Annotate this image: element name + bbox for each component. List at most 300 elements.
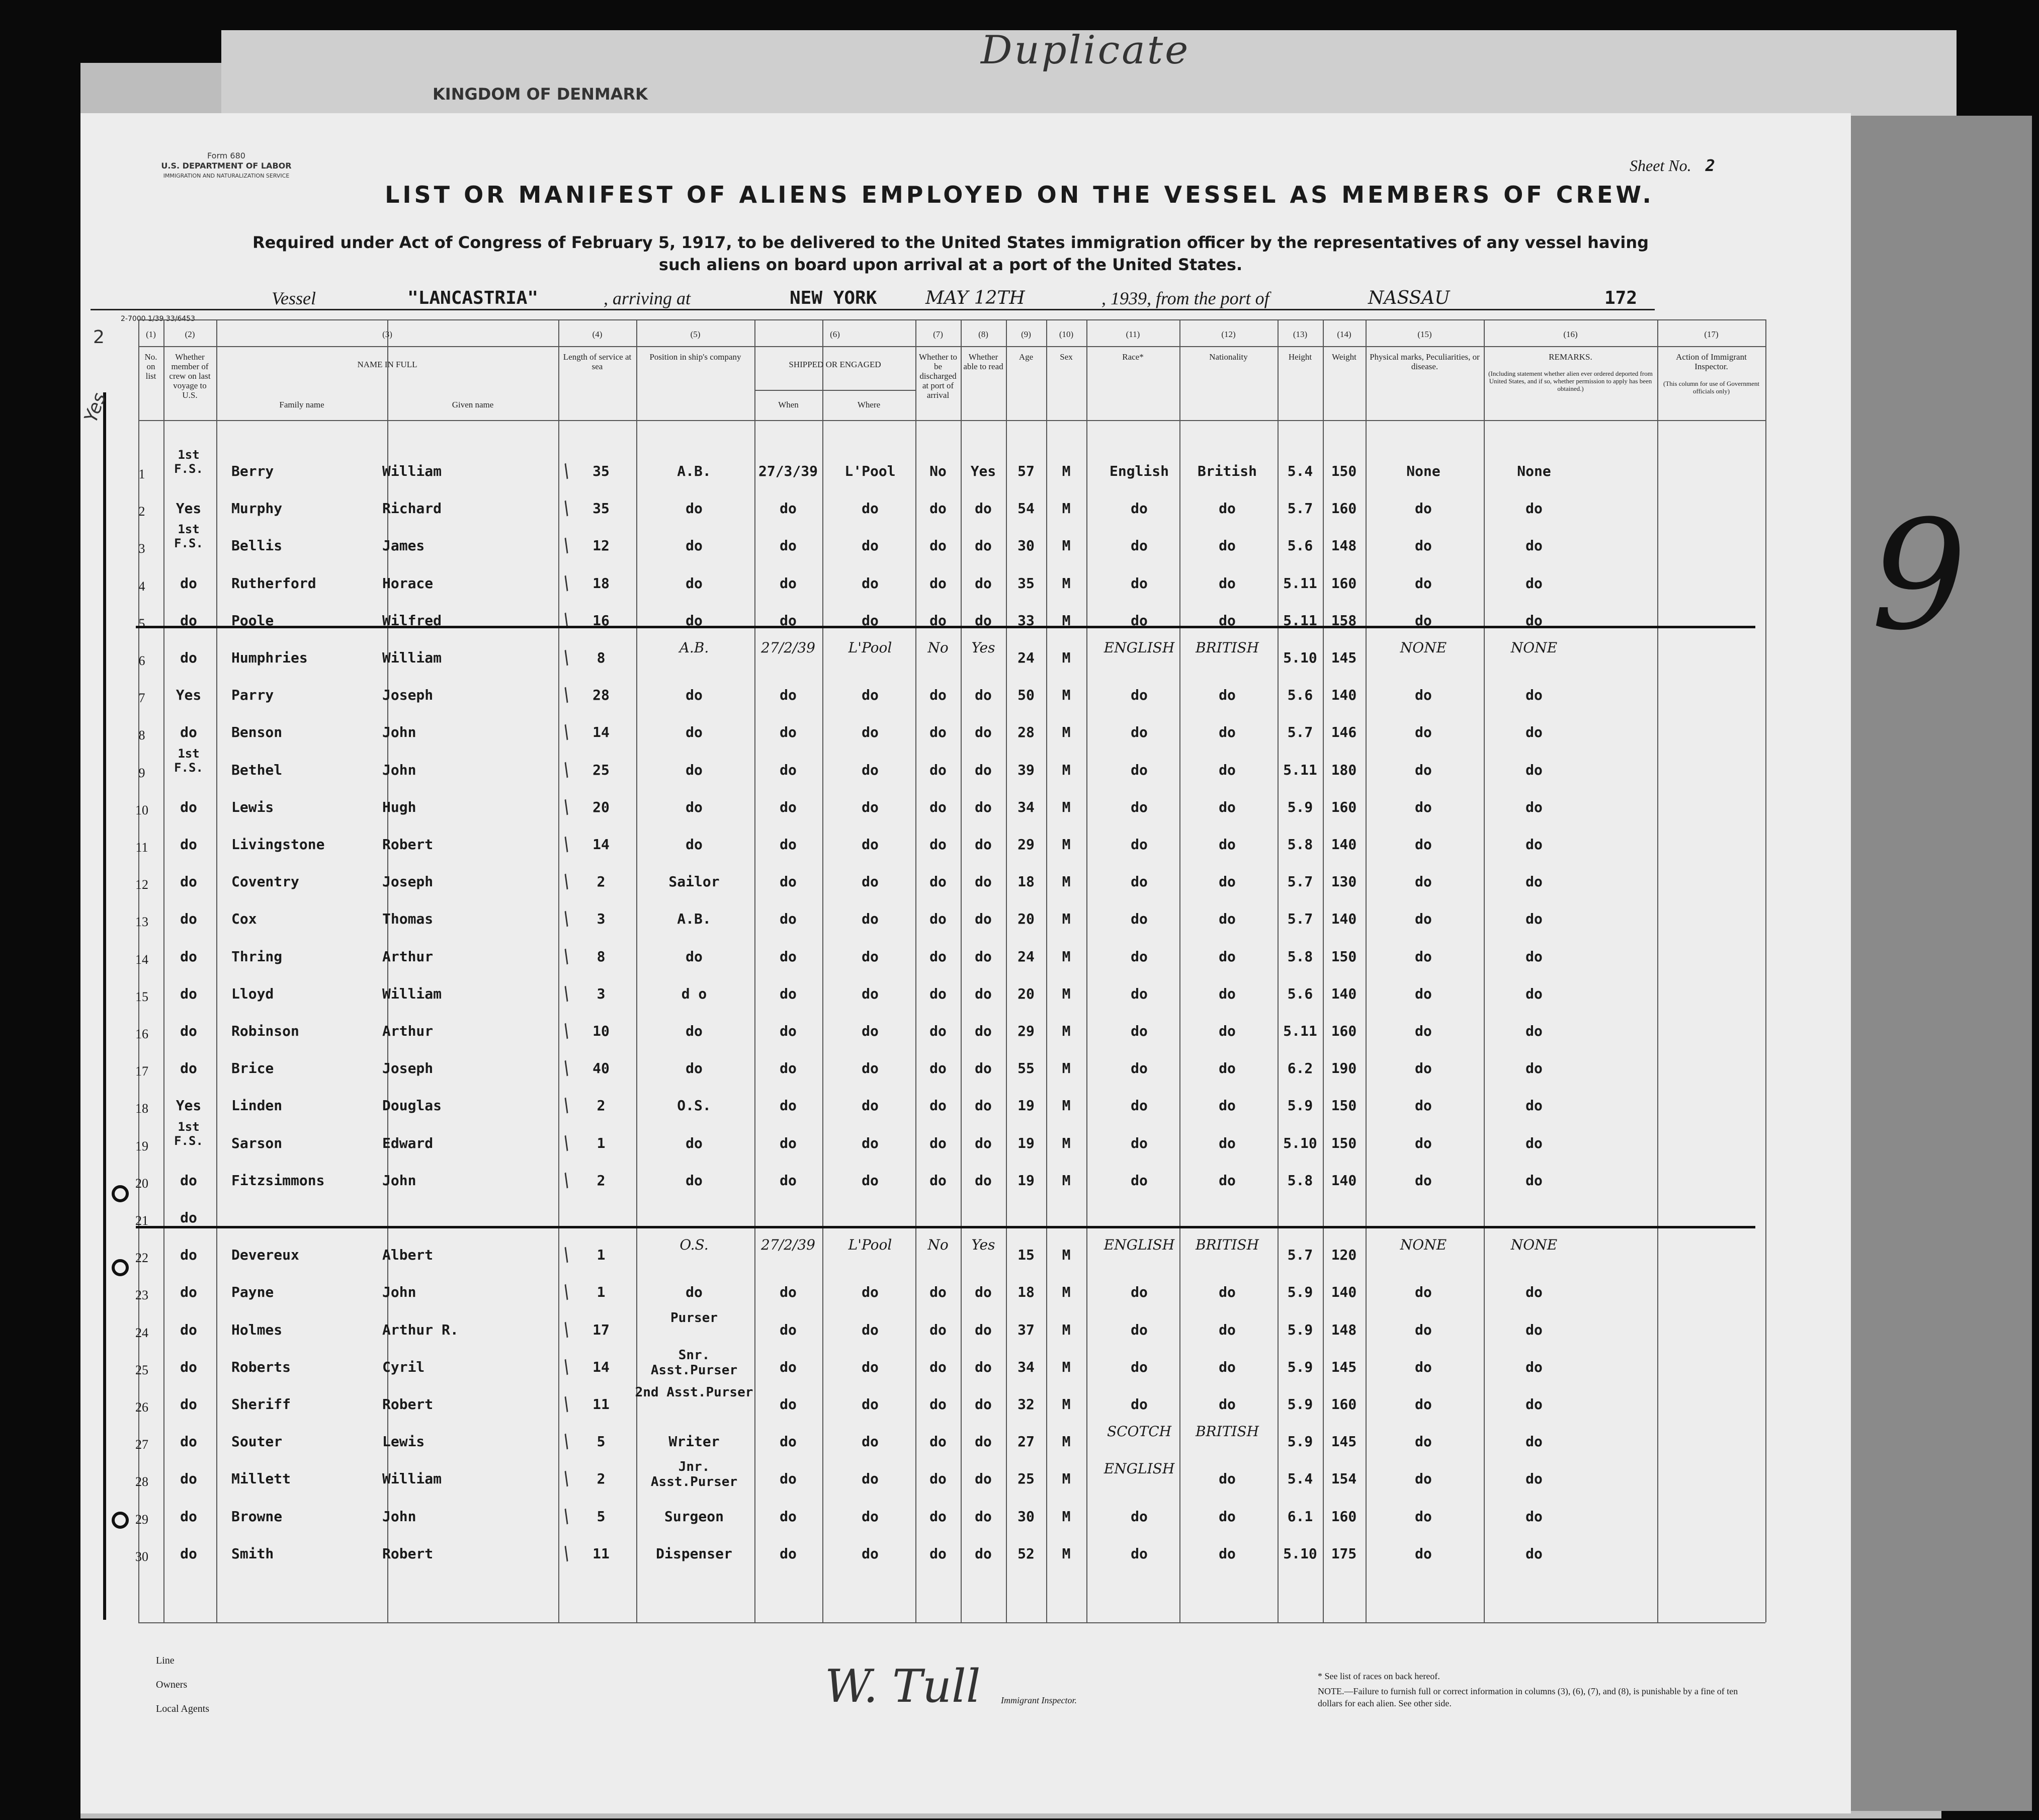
cell-age: 18 (1017, 873, 1035, 890)
cell-family: Poole (231, 612, 274, 629)
column-label: NAME IN FULL (357, 360, 417, 369)
cell-pos: Snr. Asst.Purser (650, 1347, 738, 1378)
cell-pos: do (686, 500, 703, 517)
cell-where: do (862, 1097, 879, 1114)
cell-marks: do (1415, 873, 1432, 890)
cell-given: Robert (382, 1545, 434, 1562)
cell-family: Humphries (231, 649, 308, 666)
cell-crew: do (180, 948, 197, 965)
cell-when: do (780, 1470, 797, 1487)
cell-wt: 150 (1331, 463, 1357, 479)
cell-given: Wilfred (382, 612, 442, 629)
cell-ht: 5.6 (1287, 687, 1313, 704)
cell-given: John (382, 761, 416, 778)
cell-rem: do (1525, 687, 1543, 704)
tick-mark: / (559, 1431, 574, 1452)
cell-family: Brice (231, 1060, 274, 1077)
cell-ht: 5.10 (1283, 1134, 1317, 1151)
column-number: (15) (1417, 329, 1432, 339)
vessel-name: "LANCASTRIA" (407, 288, 539, 308)
cell-age: 34 (1017, 798, 1035, 815)
cell-ht: 5.11 (1283, 612, 1317, 629)
cell-pos: do (686, 1172, 703, 1189)
cell-rem: do (1525, 1172, 1543, 1189)
tick-mark: / (559, 1505, 574, 1527)
header-number-rule (138, 346, 1765, 347)
cell-marks: do (1415, 1172, 1432, 1189)
tick-mark: / (559, 1356, 574, 1378)
cell-rem: do (1525, 1134, 1543, 1151)
cell-ht: 5.6 (1287, 537, 1313, 554)
table-bottom-rule (138, 1622, 1765, 1623)
page-title: LIST OR MANIFEST OF ALIENS EMPLOYED ON THE VESSEL AS MEMBERS OF CREW. (385, 181, 1654, 208)
cell-nat: do (1219, 948, 1236, 965)
cell-where: do (862, 1060, 879, 1077)
cell-age: 39 (1017, 761, 1035, 778)
row-number: 10 (135, 802, 148, 817)
column-label: Nationality (1209, 352, 1248, 362)
cell-race: ENGLISH (1103, 639, 1175, 656)
cell-rem: do (1525, 1396, 1543, 1413)
column-label: Height (1288, 352, 1312, 362)
cell-wt: 120 (1331, 1247, 1357, 1264)
column-number: (14) (1337, 329, 1351, 339)
cell-marks: do (1415, 687, 1432, 704)
cell-read: do (975, 1097, 992, 1114)
form-department: U.S. DEPARTMENT OF LABOR (161, 161, 292, 171)
column-number: (10) (1059, 329, 1074, 339)
cell-dis: do (929, 948, 947, 965)
column-number: (2) (185, 329, 195, 339)
tick-mark: / (559, 759, 574, 781)
tick-mark: / (559, 871, 574, 892)
cell-age: 29 (1017, 1023, 1035, 1039)
inspector-label: Immigrant Inspector. (1001, 1695, 1077, 1705)
cell-race: do (1131, 1097, 1148, 1114)
cell-marks: do (1415, 724, 1432, 741)
cell-race: SCOTCH (1107, 1423, 1172, 1440)
cell-svc: 17 (592, 1321, 610, 1338)
cell-family: Roberts (231, 1358, 291, 1375)
cell-when: do (780, 537, 797, 554)
column-label: No. on list (144, 352, 157, 381)
cell-sex: M (1062, 836, 1071, 853)
cell-read: do (975, 911, 992, 928)
cell-wt: 148 (1331, 1321, 1357, 1338)
cell-rem: do (1525, 574, 1543, 592)
column-number: (11) (1126, 329, 1140, 339)
cell-when: do (780, 1172, 797, 1189)
cell-marks: NONE (1400, 1236, 1447, 1254)
cell-read: do (975, 948, 992, 965)
cell-when: do (780, 1060, 797, 1077)
kingdom-label: KINGDOM OF DENMARK (433, 85, 648, 104)
cell-ht: 5.4 (1287, 1470, 1313, 1487)
cell-rem: do (1525, 836, 1543, 853)
cell-rem: None (1517, 463, 1551, 479)
cell-ht: 5.9 (1287, 1097, 1313, 1114)
cell-ht: 5.11 (1283, 574, 1317, 592)
cell-given: Robert (382, 836, 434, 853)
cell-rem: do (1525, 724, 1543, 741)
cell-read: do (975, 1508, 992, 1525)
cell-family: Berry (231, 463, 274, 479)
cell-ht: 5.9 (1287, 1358, 1313, 1375)
cell-marks: do (1415, 1470, 1432, 1487)
cell-wt: 148 (1331, 537, 1357, 554)
cell-race: do (1131, 1321, 1148, 1338)
cell-marks: None (1406, 463, 1440, 479)
cell-marks: do (1415, 1508, 1432, 1525)
column-label: Whether member of crew on last voyage to U.S. (169, 352, 211, 400)
cell-nat: do (1219, 1023, 1236, 1039)
cell-age: 24 (1017, 948, 1035, 965)
cell-crew: do (180, 1545, 197, 1562)
cell-nat: do (1219, 1358, 1236, 1375)
cell-svc: 1 (597, 1247, 606, 1264)
cell-crew: do (180, 1247, 197, 1264)
row-number: 14 (135, 952, 148, 967)
cell-dis: do (929, 798, 947, 815)
form-block (151, 151, 302, 181)
cell-pos: do (686, 1023, 703, 1039)
cell-ht: 5.9 (1287, 1284, 1313, 1301)
tick-mark: / (559, 1244, 574, 1266)
sheet-value: 2 (1705, 156, 1715, 175)
cell-given: Albert (382, 1247, 434, 1264)
column-rule (1765, 319, 1766, 1622)
cell-wt: 160 (1331, 500, 1357, 517)
cell-rem: do (1525, 1358, 1543, 1375)
cell-when: do (780, 798, 797, 815)
cell-pos: A.B. (677, 463, 711, 479)
cell-dis: do (929, 500, 947, 517)
cell-where: do (862, 873, 879, 890)
header-bottom-rule (138, 420, 1765, 421)
cell-ht: 5.8 (1287, 948, 1313, 965)
cell-dis: do (929, 1284, 947, 1301)
cell-nat: do (1219, 500, 1236, 517)
cell-race: do (1131, 1396, 1148, 1413)
footer-owners: Owners (156, 1679, 188, 1690)
cell-sex: M (1062, 1433, 1071, 1450)
cell-dis: do (929, 1358, 947, 1375)
cell-race: do (1131, 1284, 1148, 1301)
cell-when: do (780, 873, 797, 890)
cell-dis: do (929, 1508, 947, 1525)
row-number: 8 (138, 728, 145, 743)
cell-when: do (780, 1433, 797, 1450)
cell-marks: do (1415, 798, 1432, 815)
cell-read: do (975, 612, 992, 629)
cell-family: Payne (231, 1284, 274, 1301)
column-number: (12) (1221, 329, 1236, 339)
cell-family: Holmes (231, 1321, 283, 1338)
table-top-rule (138, 319, 1765, 320)
cell-read: do (975, 1172, 992, 1189)
cell-age: 35 (1017, 574, 1035, 592)
race-note: * See list of races on back hereof. (1318, 1671, 1440, 1681)
tick-mark: / (559, 498, 574, 519)
row-number: 25 (135, 1362, 148, 1377)
cell-given: Arthur (382, 948, 434, 965)
cell-pos: do (686, 612, 703, 629)
cell-nat: do (1219, 1134, 1236, 1151)
cell-sex: M (1062, 985, 1071, 1002)
cell-family: Linden (231, 1097, 283, 1114)
cell-nat: do (1219, 1284, 1236, 1301)
cell-race: English (1109, 463, 1169, 479)
cell-svc: 28 (592, 687, 610, 704)
cell-family: Lloyd (231, 985, 274, 1002)
row-number: 12 (135, 877, 148, 892)
cell-read: do (975, 724, 992, 741)
cell-when: do (780, 1134, 797, 1151)
cell-crew: 1st F.S. (174, 522, 203, 551)
cell-dis: do (929, 1321, 947, 1338)
cell-where: do (862, 911, 879, 928)
cell-family: Fitzsimmons (231, 1172, 325, 1189)
cell-ht: 5.8 (1287, 1172, 1313, 1189)
row-number: 3 (138, 541, 145, 556)
cell-crew: do (180, 1023, 197, 1039)
cell-read: do (975, 798, 992, 815)
cell-wt: 145 (1331, 1358, 1357, 1375)
column-label: Age (1018, 352, 1034, 362)
cell-svc: 10 (592, 1023, 610, 1039)
page-code: 172 (1604, 288, 1638, 308)
cell-nat: BRITISH (1195, 1236, 1259, 1254)
cell-read: do (975, 687, 992, 704)
row-number: 27 (135, 1437, 148, 1452)
cell-sex: M (1062, 687, 1071, 704)
cell-pos: do (686, 574, 703, 592)
tick-mark: / (559, 647, 574, 669)
cell-pos: do (686, 724, 703, 741)
cell-dis: do (929, 911, 947, 928)
cell-when: do (780, 724, 797, 741)
cell-age: 57 (1017, 463, 1035, 479)
cell-crew: do (180, 985, 197, 1002)
cell-ht: 5.9 (1287, 798, 1313, 815)
row-number: 6 (138, 653, 145, 668)
cell-read: do (975, 1023, 992, 1039)
cell-given: William (382, 649, 442, 666)
cell-when: do (780, 911, 797, 928)
cell-read: do (975, 1396, 992, 1413)
cell-pos: Purser (670, 1310, 718, 1326)
cell-rem: do (1525, 612, 1543, 629)
cell-race: do (1131, 798, 1148, 815)
cell-sex: M (1062, 798, 1071, 815)
cell-dis: do (929, 985, 947, 1002)
cell-wt: 145 (1331, 1433, 1357, 1450)
cell-age: 30 (1017, 1508, 1035, 1525)
remarks-note: (Including statement whether alien ever ordered deported from United States, and if so, whether permission to apply has been obtained.) (1488, 370, 1653, 392)
cell-read: do (975, 537, 992, 554)
cell-given: James (382, 537, 425, 554)
cell-race: do (1131, 1545, 1148, 1562)
row-number: 30 (135, 1549, 148, 1564)
given-name-header: Given name (452, 400, 494, 409)
when-header: When (778, 400, 799, 409)
cell-rem: do (1525, 873, 1543, 890)
cell-wt: 158 (1331, 612, 1357, 629)
cell-nat: do (1219, 761, 1236, 778)
cell-where: do (862, 1396, 879, 1413)
cell-read: Yes (971, 1236, 995, 1254)
cell-wt: 145 (1331, 649, 1357, 666)
cell-crew: do (180, 1284, 197, 1301)
tick-mark: / (559, 1095, 574, 1117)
cell-svc: 35 (592, 463, 610, 479)
column-label: Action of Immigrant Inspector. (1676, 352, 1747, 371)
cell-pos: do (686, 687, 703, 704)
cell-age: 18 (1017, 1284, 1035, 1301)
cell-nat: do (1219, 1097, 1236, 1114)
cell-family: Sarson (231, 1134, 283, 1151)
cell-when: do (780, 836, 797, 853)
cell-ht: 5.9 (1287, 1321, 1313, 1338)
row-number: 22 (135, 1251, 148, 1266)
cell-svc: 11 (592, 1396, 610, 1413)
cell-pos: A.B. (679, 639, 709, 656)
tick-mark: / (559, 1543, 574, 1564)
cell-dis: do (929, 761, 947, 778)
cell-where: do (862, 537, 879, 554)
column-number: (4) (592, 329, 603, 339)
cell-when: do (780, 1545, 797, 1562)
shipped-subrule (754, 390, 915, 391)
cell-dis: do (929, 687, 947, 704)
arriving-port: NEW YORK (790, 288, 877, 308)
cell-race: do (1131, 1023, 1148, 1039)
cell-read: do (975, 1433, 992, 1450)
cell-family: Cox (231, 911, 257, 928)
strike-line-row-21 (136, 1226, 1755, 1228)
cell-svc: 40 (592, 1060, 610, 1077)
cell-given: Cyril (382, 1358, 425, 1375)
cell-nat: do (1219, 537, 1236, 554)
cell-wt: 180 (1331, 761, 1357, 778)
cell-age: 34 (1017, 1358, 1035, 1375)
cell-svc: 3 (597, 911, 606, 928)
cell-sex: M (1062, 1023, 1071, 1039)
cell-nat: do (1219, 1470, 1236, 1487)
duplicate-stamp: Duplicate (981, 28, 1191, 73)
cell-svc: 35 (592, 500, 610, 517)
cell-crew: do (180, 1508, 197, 1525)
cell-nat: BRITISH (1195, 639, 1259, 656)
cell-rem: do (1525, 1545, 1543, 1562)
cell-family: Lewis (231, 798, 274, 815)
cell-marks: do (1415, 1134, 1432, 1151)
left-margin-bar (103, 392, 106, 1620)
cell-svc: 5 (597, 1508, 606, 1525)
cell-given: William (382, 985, 442, 1002)
cell-wt: 146 (1331, 724, 1357, 741)
cell-sex: M (1062, 1172, 1071, 1189)
cell-when: 27/3/39 (758, 463, 818, 479)
tick-mark: / (559, 721, 574, 743)
column-number: (5) (690, 329, 701, 339)
cell-read: do (975, 836, 992, 853)
cell-svc: 5 (597, 1433, 606, 1450)
cell-dis: do (929, 612, 947, 629)
cell-rem: do (1525, 985, 1543, 1002)
cell-wt: 140 (1331, 836, 1357, 853)
row-number: 15 (135, 989, 148, 1004)
cell-ht: 5.7 (1287, 1247, 1313, 1264)
cell-family: Parry (231, 687, 274, 704)
cell-sex: M (1062, 612, 1071, 629)
cell-where: do (862, 1508, 879, 1525)
footer-line: Line (156, 1655, 175, 1666)
tick-mark: / (559, 1132, 574, 1154)
cell-pos: O.S. (679, 1236, 709, 1254)
cell-rem: do (1525, 761, 1543, 778)
tick-mark: / (559, 1468, 574, 1490)
cell-age: 37 (1017, 1321, 1035, 1338)
cell-svc: 8 (597, 948, 606, 965)
cell-when: 27/2/39 (761, 1236, 815, 1254)
cell-svc: 1 (597, 1134, 606, 1151)
cell-read: do (975, 1358, 992, 1375)
column-number: (7) (933, 329, 943, 339)
tick-mark: / (559, 1057, 574, 1079)
margin-nine: 9 (1871, 488, 1967, 664)
cell-sex: M (1062, 1097, 1071, 1114)
footer-agents: Local Agents (156, 1703, 210, 1714)
cell-marks: do (1415, 1284, 1432, 1301)
cell-rem: NONE (1510, 639, 1558, 656)
cell-age: 19 (1017, 1172, 1035, 1189)
cell-dis: do (929, 1023, 947, 1039)
cell-marks: do (1415, 574, 1432, 592)
cell-where: do (862, 500, 879, 517)
column-label: Length of service at sea (563, 352, 632, 371)
cell-pos: Jnr. Asst.Purser (650, 1459, 738, 1490)
cell-age: 55 (1017, 1060, 1035, 1077)
column-label: Sex (1060, 352, 1073, 362)
arrival-date: MAY 12TH (925, 288, 1025, 308)
cell-read: do (975, 574, 992, 592)
cell-dis: do (929, 1134, 947, 1151)
tick-mark: / (559, 535, 574, 557)
cell-ht: 5.10 (1283, 1545, 1317, 1562)
tick-mark: / (559, 610, 574, 631)
cell-age: 32 (1017, 1396, 1035, 1413)
cell-crew: do (180, 1321, 197, 1338)
cell-read: do (975, 985, 992, 1002)
cell-given: Horace (382, 574, 434, 592)
row-number: 16 (135, 1027, 148, 1041)
cell-read: do (975, 1060, 992, 1077)
cell-marks: do (1415, 500, 1432, 517)
row-number: 24 (135, 1325, 148, 1340)
binder-hole (112, 1512, 129, 1529)
cell-where: do (862, 687, 879, 704)
cell-crew: do (180, 1396, 197, 1413)
cell-crew: do (180, 1470, 197, 1487)
cell-ht: 5.8 (1287, 836, 1313, 853)
cell-read: do (975, 1134, 992, 1151)
cell-crew: do (180, 1358, 197, 1375)
cell-ht: 5.9 (1287, 1396, 1313, 1413)
cell-pos: do (686, 836, 703, 853)
cell-marks: do (1415, 612, 1432, 629)
tick-mark: / (559, 834, 574, 855)
